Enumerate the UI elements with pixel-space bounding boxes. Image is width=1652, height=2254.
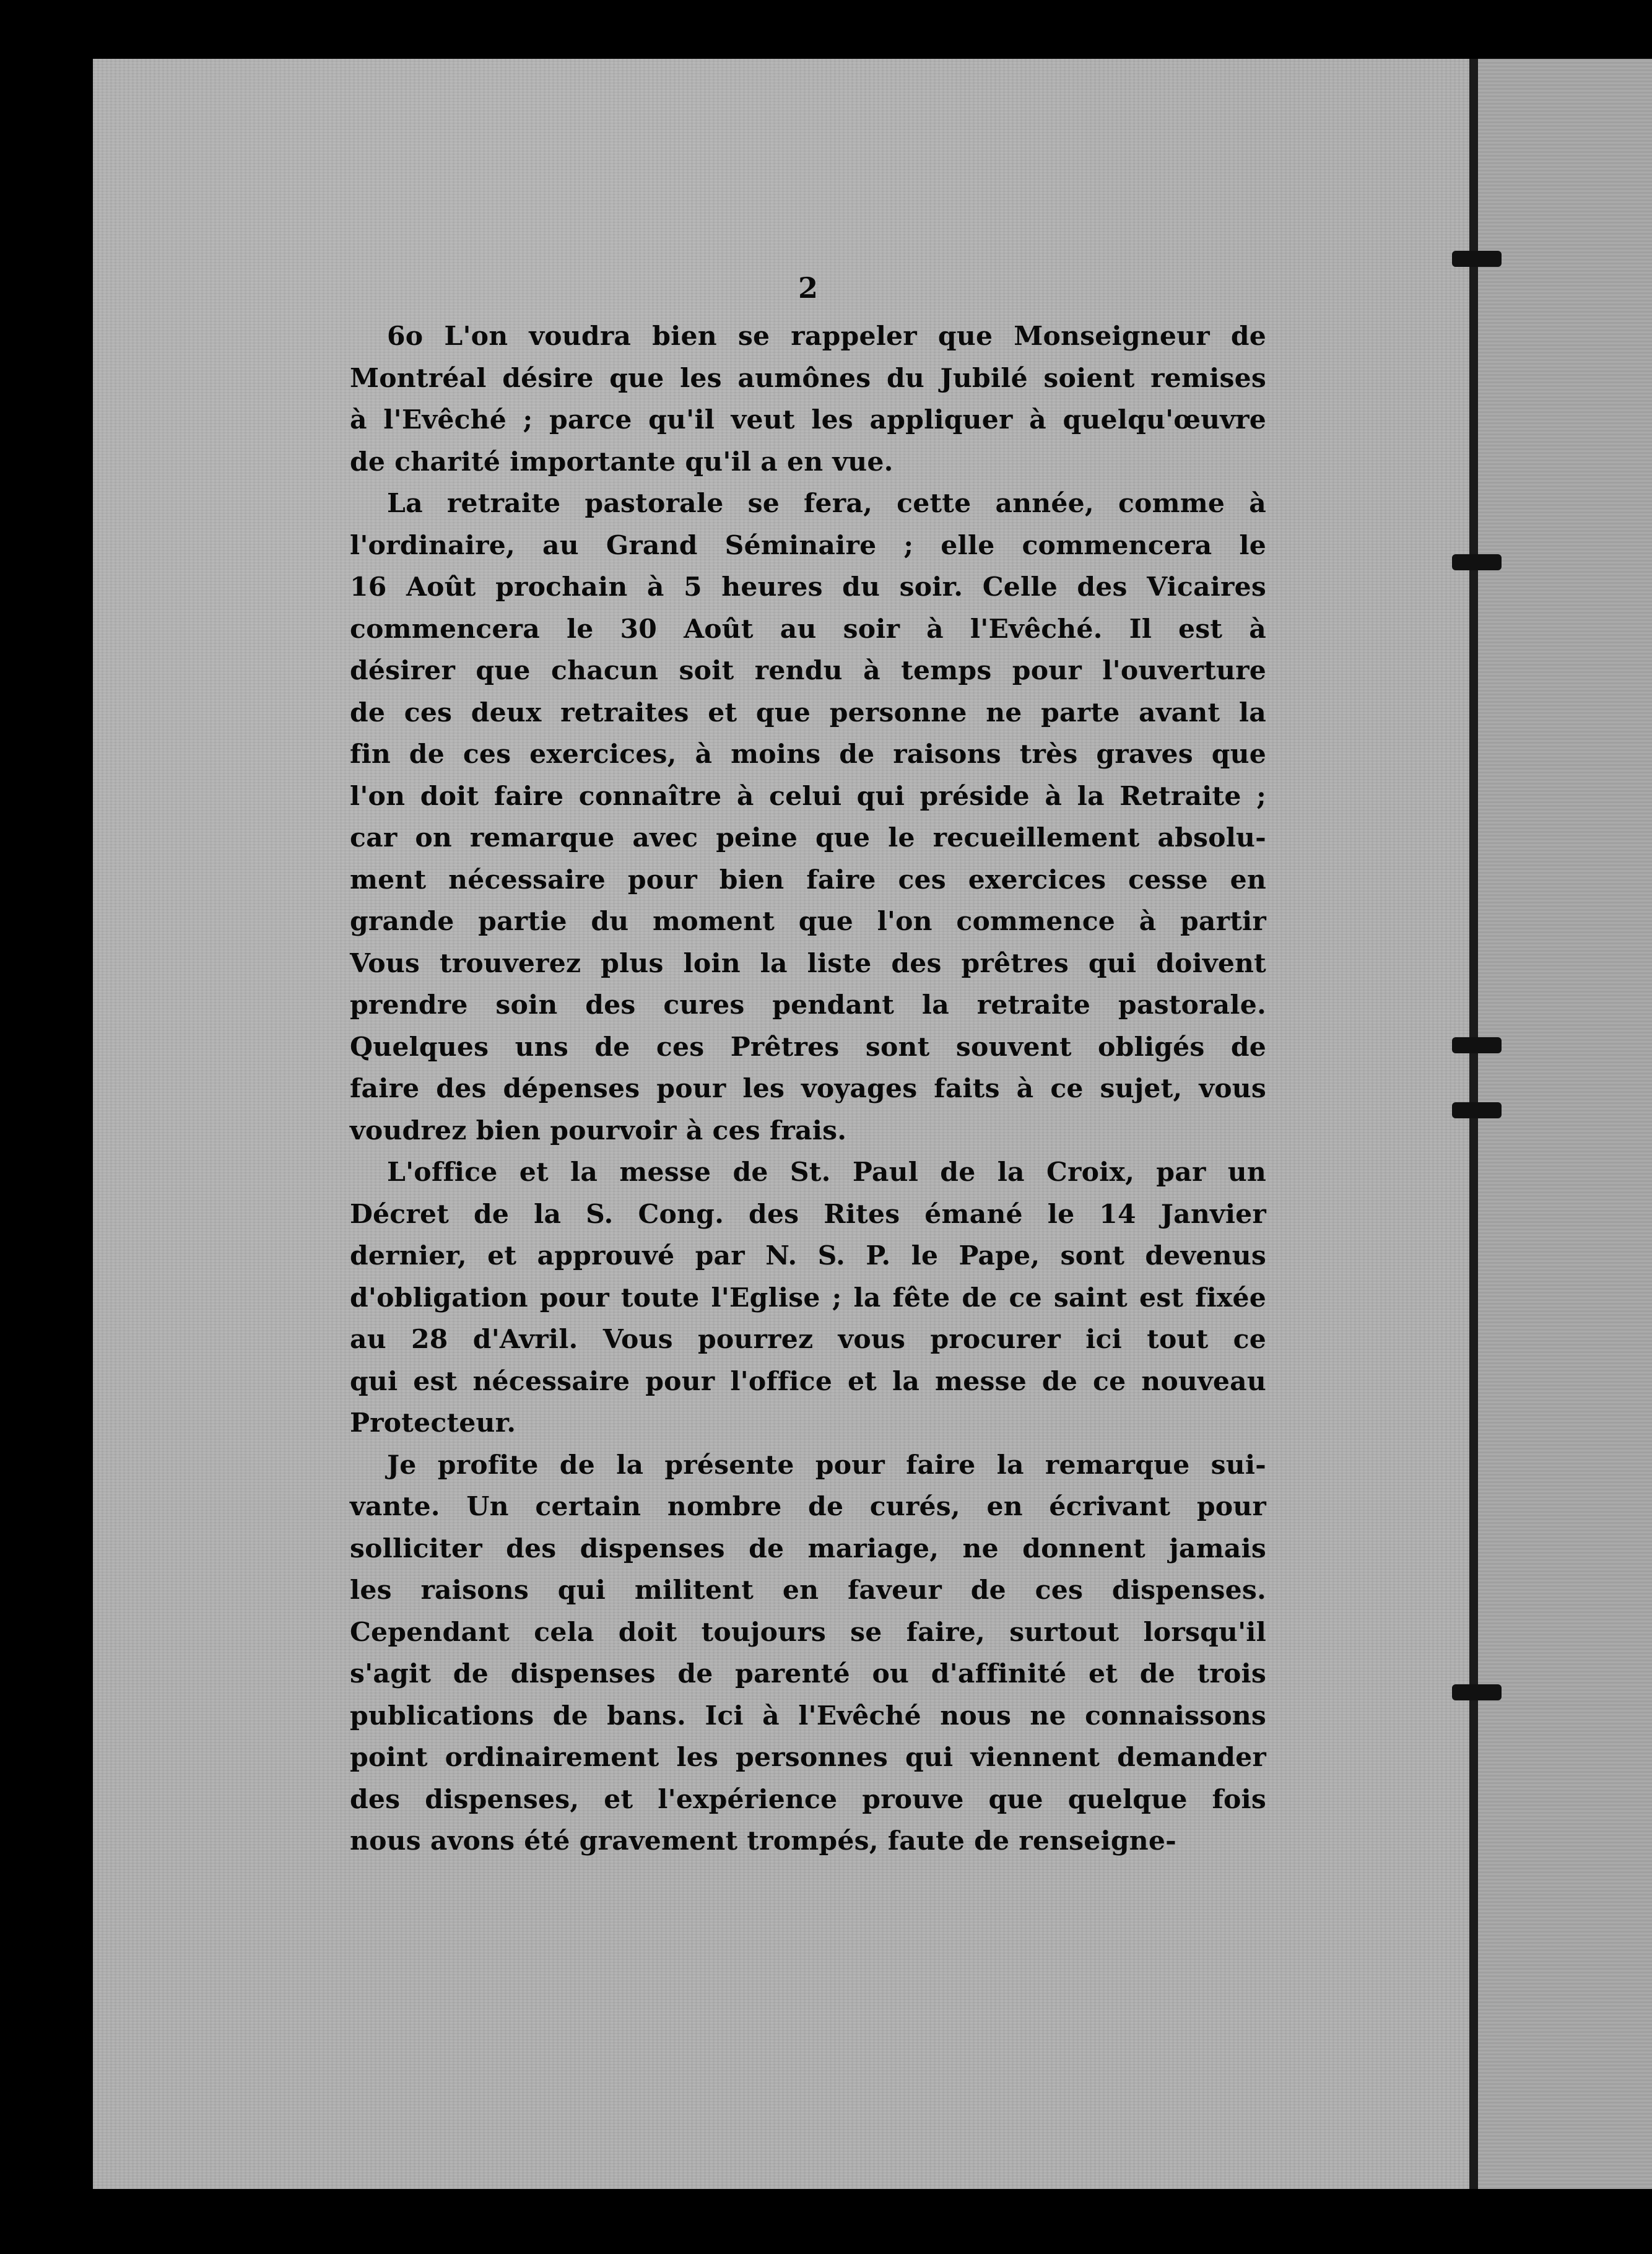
text-line: Décret de la S. Cong. des Rites émané le 14 Janvier bbox=[350, 1198, 1266, 1230]
text-line: 6o L'on voudra bien se rappeler que Monseigneur de bbox=[387, 321, 1266, 352]
text-line: La retraite pastorale se fera, cette année, comme à bbox=[387, 488, 1266, 519]
text-line: solliciter des dispenses de mariage, ne donnent jamais bbox=[350, 1533, 1266, 1564]
text-line: fin de ces exercices, à moins de raisons très graves que bbox=[350, 739, 1266, 770]
text-line: ment nécessaire pour bien faire ces exercices cesse en bbox=[350, 864, 1266, 895]
text-line: dernier, et approuvé par N. S. P. le Pape, sont devenus bbox=[350, 1240, 1266, 1271]
text-line: l'on doit faire connaître à celui qui préside à la Retraite ; bbox=[350, 780, 1266, 812]
text-line: commencera le 30 Août au soir à l'Evêché. Il est à bbox=[350, 613, 1266, 645]
binding-stitch bbox=[1452, 1684, 1502, 1700]
text-line: vante. Un certain nombre de curés, en écrivant pour bbox=[350, 1491, 1266, 1522]
text-line: Cependant cela doit toujours se faire, surtout lorsqu'il bbox=[350, 1616, 1266, 1648]
text-line: Vous trouverez plus loin la liste des prêtres qui doivent bbox=[350, 947, 1266, 979]
text-line: car on remarque avec peine que le recueillement absolu- bbox=[350, 822, 1266, 853]
paragraph bbox=[350, 1152, 1266, 1445]
text-line: désirer que chacun soit rendu à temps pour l'ouverture bbox=[350, 655, 1266, 686]
adjacent-page-edge bbox=[1474, 59, 1652, 2189]
text-line: voudrez bien pourvoir à ces frais. bbox=[350, 1115, 847, 1146]
text-line: L'office et la messe de St. Paul de la Croix, par un bbox=[387, 1157, 1266, 1188]
text-line: point ordinairement les personnes qui viennent demander bbox=[350, 1742, 1266, 1773]
text-line: publications de bans. Ici à l'Evêché nous ne connaissons bbox=[350, 1700, 1266, 1731]
text-line: s'agit de dispenses de parenté ou d'affinité et de trois bbox=[350, 1658, 1266, 1689]
binding-stitch bbox=[1452, 1037, 1502, 1053]
text-line: Quelques uns de ces Prêtres sont souvent obligés de bbox=[350, 1031, 1266, 1063]
binding-stitch bbox=[1452, 251, 1502, 267]
paragraph bbox=[350, 1445, 1266, 1863]
text-line: au 28 d'Avril. Vous pourrez vous procurer ici tout ce bbox=[350, 1324, 1266, 1355]
document-body bbox=[350, 260, 1266, 1863]
text-line: 16 Août prochain à 5 heures du soir. Celle des Vicaires bbox=[350, 572, 1266, 603]
binding-stitch bbox=[1452, 554, 1502, 570]
text-line: Montréal désire que les aumônes du Jubilé soient remises bbox=[350, 362, 1266, 394]
text-line: qui est nécessaire pour l'office et la messe de ce nouveau bbox=[350, 1365, 1266, 1397]
text-line: l'ordinaire, au Grand Séminaire ; elle commencera le bbox=[350, 529, 1266, 561]
paragraph bbox=[350, 316, 1266, 483]
page-number: 2 bbox=[798, 271, 818, 305]
text-line: d'obligation pour toute l'Eglise ; la fête de ce saint est fixée bbox=[350, 1282, 1266, 1313]
text-line: de ces deux retraites et que personne ne parte avant la bbox=[350, 697, 1266, 728]
text-line: de charité importante qu'il a en vue. bbox=[350, 446, 893, 477]
text-line: Je profite de la présente pour faire la remarque sui- bbox=[387, 1449, 1266, 1481]
text-line: grande partie du moment que l'on commence à partir bbox=[350, 906, 1266, 937]
text-line: nous avons été gravement trompés, faute de renseigne- bbox=[350, 1825, 1176, 1856]
text-line: à l'Evêché ; parce qu'il veut les appliquer à quelqu'œuvre bbox=[350, 404, 1266, 435]
text-line: prendre soin des cures pendant la retraite pastorale. bbox=[350, 990, 1266, 1020]
text-line: des dispenses, et l'expérience prouve que quelque fois bbox=[350, 1783, 1266, 1815]
text-line: les raisons qui militent en faveur de ces dispenses. bbox=[350, 1575, 1266, 1606]
binding-stitch bbox=[1452, 1102, 1502, 1118]
paragraph bbox=[350, 483, 1266, 1152]
binding-thread bbox=[1469, 59, 1478, 2189]
text-line: Protecteur. bbox=[350, 1408, 516, 1438]
text-line: faire des dépenses pour les voyages faits à ce sujet, vous bbox=[350, 1073, 1266, 1104]
paragraph-list bbox=[350, 316, 1266, 1863]
